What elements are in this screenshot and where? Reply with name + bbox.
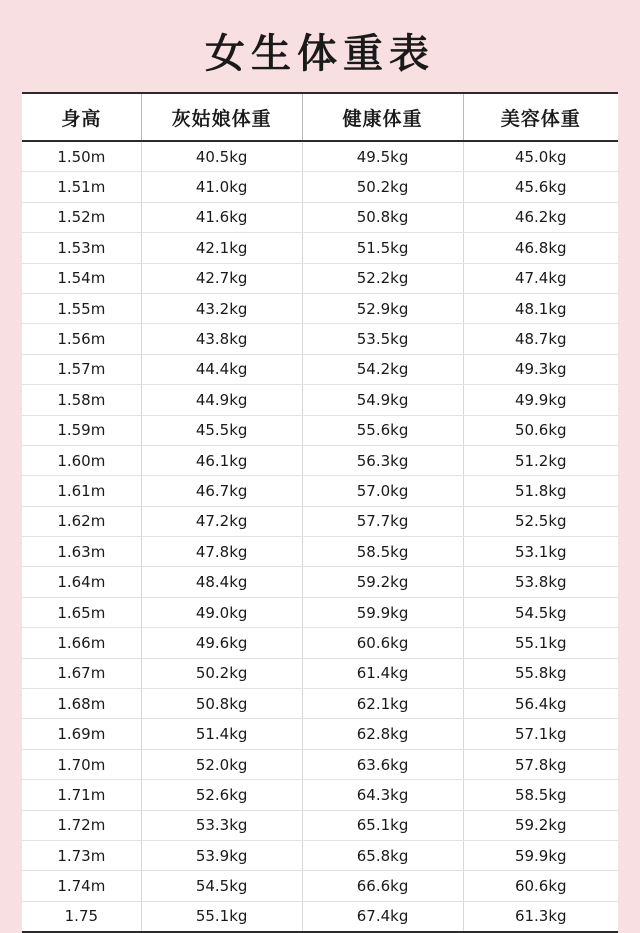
cell-cinderella-weight: 48.4kg (141, 567, 302, 597)
cell-healthy-weight: 52.2kg (302, 263, 463, 293)
cell-beauty-weight: 48.1kg (463, 293, 618, 323)
table-row (22, 233, 618, 263)
cell-cinderella-weight: 43.2kg (141, 293, 302, 323)
cell-beauty-weight: 51.2kg (463, 445, 618, 475)
table-row (22, 840, 618, 870)
table-row (22, 172, 618, 202)
cell-height: 1.72m (22, 810, 141, 840)
cell-cinderella-weight: 55.1kg (141, 901, 302, 931)
cell-healthy-weight: 66.6kg (302, 871, 463, 901)
cell-height: 1.65m (22, 597, 141, 627)
table-header-row (22, 94, 618, 141)
cell-healthy-weight: 62.8kg (302, 719, 463, 749)
table-row (22, 445, 618, 475)
cell-beauty-weight: 49.3kg (463, 354, 618, 384)
cell-height: 1.67m (22, 658, 141, 688)
table-row (22, 658, 618, 688)
cell-beauty-weight: 53.8kg (463, 567, 618, 597)
column-header-cinderella-weight: 灰姑娘体重 (141, 94, 302, 141)
cell-height: 1.63m (22, 537, 141, 567)
cell-healthy-weight: 50.8kg (302, 202, 463, 232)
table-row (22, 202, 618, 232)
cell-beauty-weight: 61.3kg (514, 907, 567, 926)
cell-beauty-weight: 52.5kg (463, 506, 618, 536)
cell-healthy-weight: 67.4kg (302, 901, 463, 931)
cell-height: 1.59m (22, 415, 141, 445)
cell-height: 1.71m (22, 780, 141, 810)
cell-cinderella-weight: 46.7kg (141, 476, 302, 506)
cell-healthy-weight: 59.9kg (302, 597, 463, 627)
table-row (22, 293, 618, 323)
cell-cinderella-weight: 49.6kg (141, 628, 302, 658)
cell-height: 1.57m (22, 354, 141, 384)
cell-healthy-weight: 65.8kg (302, 840, 463, 870)
cell-cinderella-weight: 52.6kg (141, 780, 302, 810)
cell-healthy-weight: 49.5kg (302, 141, 463, 172)
cell-healthy-weight: 54.2kg (302, 354, 463, 384)
cell-height: 1.64m (22, 567, 141, 597)
cell-cinderella-weight: 52.0kg (141, 749, 302, 779)
table-row (22, 597, 618, 627)
cell-healthy-weight: 65.1kg (302, 810, 463, 840)
table-row (22, 871, 618, 901)
table-row (22, 506, 618, 536)
table-body (22, 141, 618, 931)
cell-beauty-weight: 46.2kg (463, 202, 618, 232)
cell-beauty-weight: 53.1kg (463, 537, 618, 567)
table-row (22, 324, 618, 354)
cell-height: 1.61m (22, 476, 141, 506)
cell-cinderella-weight: 44.4kg (141, 354, 302, 384)
cell-height: 1.68m (22, 689, 141, 719)
cell-healthy-weight: 57.0kg (302, 476, 463, 506)
cell-beauty-weight: 55.8kg (463, 658, 618, 688)
table-row (22, 780, 618, 810)
cell-height: 1.75 (22, 901, 141, 931)
cell-height: 1.54m (22, 263, 141, 293)
table-row (22, 689, 618, 719)
cell-healthy-weight: 50.2kg (302, 172, 463, 202)
cell-beauty-weight: 59.9kg (463, 840, 618, 870)
cell-height: 1.53m (22, 233, 141, 263)
cell-beauty-weight: 54.5kg (463, 597, 618, 627)
cell-healthy-weight: 54.9kg (302, 385, 463, 415)
cell-cinderella-weight: 43.8kg (141, 324, 302, 354)
cell-height: 1.69m (22, 719, 141, 749)
table-row (22, 719, 618, 749)
cell-cinderella-weight: 45.5kg (141, 415, 302, 445)
cell-height: 1.60m (22, 445, 141, 475)
cell-healthy-weight: 51.5kg (302, 233, 463, 263)
cell-beauty-weight: 58.5kg (463, 780, 618, 810)
cell-beauty-weight: 51.8kg (463, 476, 618, 506)
cell-cinderella-weight: 54.5kg (141, 871, 302, 901)
column-header-healthy-weight: 健康体重 (302, 94, 463, 141)
table-row (22, 385, 618, 415)
cell-beauty-weight: 57.8kg (463, 749, 618, 779)
cell-beauty-weight: 48.7kg (463, 324, 618, 354)
cell-height: 1.62m (22, 506, 141, 536)
table-row (22, 901, 618, 931)
cell-beauty-weight: 45.6kg (463, 172, 618, 202)
cell-healthy-weight: 58.5kg (302, 537, 463, 567)
cell-beauty-weight: 60.6kg (463, 871, 618, 901)
cell-healthy-weight: 56.3kg (302, 445, 463, 475)
cell-cinderella-weight: 40.5kg (141, 141, 302, 172)
cell-beauty-weight: 46.8kg (463, 233, 618, 263)
table-row (22, 476, 618, 506)
table-row (22, 263, 618, 293)
cell-height: 1.70m (22, 749, 141, 779)
cell-healthy-weight: 52.9kg (302, 293, 463, 323)
cell-healthy-weight: 59.2kg (302, 567, 463, 597)
cell-beauty-weight: 56.4kg (463, 689, 618, 719)
cell-cinderella-weight: 41.6kg (141, 202, 302, 232)
column-header-height: 身高 (22, 94, 141, 141)
cell-beauty-weight: 50.6kg (463, 415, 618, 445)
cell-healthy-weight: 64.3kg (302, 780, 463, 810)
cell-height: 1.52m (22, 202, 141, 232)
cell-cinderella-weight: 50.8kg (141, 689, 302, 719)
cell-healthy-weight: 61.4kg (302, 658, 463, 688)
cell-cinderella-weight: 50.2kg (141, 658, 302, 688)
cell-beauty-weight: 47.4kg (463, 263, 618, 293)
cell-beauty-weight: 49.9kg (463, 385, 618, 415)
cell-healthy-weight: 63.6kg (302, 749, 463, 779)
table-row (22, 354, 618, 384)
cell-cinderella-weight: 47.2kg (141, 506, 302, 536)
cell-height: 1.73m (22, 840, 141, 870)
cell-height: 1.74m (22, 871, 141, 901)
cell-beauty-weight: 59.2kg (463, 810, 618, 840)
cell-beauty-weight: 45.0kg (463, 141, 618, 172)
table-row (22, 810, 618, 840)
table-row (22, 141, 618, 172)
cell-cinderella-weight: 51.4kg (141, 719, 302, 749)
cell-cinderella-weight: 42.1kg (141, 233, 302, 263)
cell-cinderella-weight: 44.9kg (141, 385, 302, 415)
cell-healthy-weight: 60.6kg (302, 628, 463, 658)
cell-height: 1.51m (22, 172, 141, 202)
cell-height: 1.56m (22, 324, 141, 354)
cell-cinderella-weight: 46.1kg (141, 445, 302, 475)
cell-cinderella-weight: 53.9kg (141, 840, 302, 870)
table-row (22, 567, 618, 597)
cell-cinderella-weight: 49.0kg (141, 597, 302, 627)
table-row (22, 628, 618, 658)
cell-cinderella-weight: 41.0kg (141, 172, 302, 202)
table-row (22, 415, 618, 445)
cell-height: 1.58m (22, 385, 141, 415)
page-title: 女生体重表 (205, 31, 435, 77)
cell-healthy-weight: 55.6kg (302, 415, 463, 445)
table-row (22, 537, 618, 567)
cell-height: 1.50m (22, 141, 141, 172)
cell-healthy-weight: 62.1kg (302, 689, 463, 719)
cell-healthy-weight: 57.7kg (302, 506, 463, 536)
column-header-beauty-weight: 美容体重 (463, 94, 618, 141)
cell-cinderella-weight: 53.3kg (141, 810, 302, 840)
table-header (22, 94, 618, 141)
cell-beauty-weight: 57.1kg (463, 719, 618, 749)
cell-cinderella-weight: 47.8kg (141, 537, 302, 567)
cell-beauty-weight: 55.1kg (463, 628, 618, 658)
weight-table-container (22, 92, 618, 933)
cell-height: 1.66m (22, 628, 141, 658)
cell-healthy-weight: 53.5kg (302, 324, 463, 354)
weight-table (22, 94, 618, 931)
table-row (22, 749, 618, 779)
cell-cinderella-weight: 42.7kg (141, 263, 302, 293)
cell-height: 1.55m (22, 293, 141, 323)
